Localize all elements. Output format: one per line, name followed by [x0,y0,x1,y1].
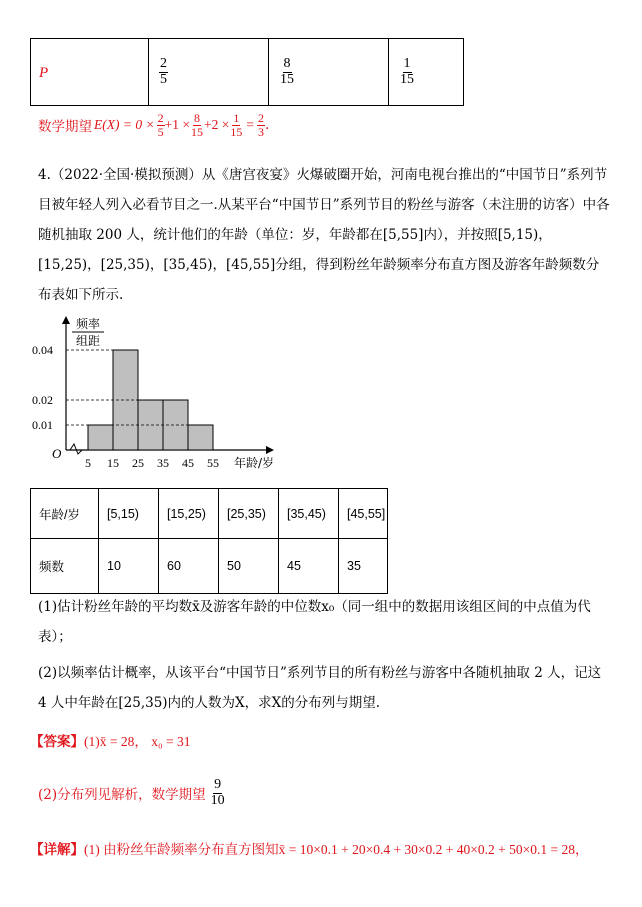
expectation-term-fraction: $\frac{8}{15}$ [190,111,203,139]
y-axis-label-numerator: 频率 [75,317,101,331]
freq-header-cell: [15,25) [159,489,219,539]
problem-number: 4. [38,167,51,183]
frequency-table [30,488,388,594]
distribution-table [30,38,464,106]
y-axis-arrow [62,316,70,324]
prob-label-cell [31,39,149,106]
freq-header-cell: 年龄/岁 [31,489,99,539]
y-tick-label: 0.02 [32,393,53,407]
expectation-plus: +1 × [164,117,190,133]
histogram-bar [188,425,213,450]
problem-text: 从《唐宫夜宴》火爆破圈开始，河南电视台推出的“中国节日”系列节目被年轻人列入必看节目之一.从某平台“中国节日”系列节目的粉丝与游客（未注册的访客）中各随机抽取 200 人，统计他们的年龄（单位：岁，年龄都在[5,55]内），并按照[5,15)，[15,25)，[25,35)，[35,45)，[45,55]分组，得到粉丝年龄频率分布直方图及游客年龄频数分布表如下所示. [38,167,610,303]
answer-line-2 [38,778,226,808]
freq-value-cell: 60 [159,539,219,594]
histogram-chart [30,312,290,472]
expectation-line [38,112,269,138]
answer-tag: 【答案】 [30,734,84,750]
prob-cell [149,39,269,106]
axis-break [70,444,82,454]
question-1: (1)估计粉丝年龄的平均数x̄及游客年龄的中位数x₀（同一组中的数据用该组区间的中点值为代表）； [38,599,591,645]
y-tick-label: 0.01 [32,418,53,432]
expectation-equals: = [246,117,254,133]
prob-cell [269,39,389,106]
expectation-result-fraction: $\frac{2}{3}$ [257,111,264,139]
freq-row-label: 频数 [31,539,99,594]
x-tick-label: 25 [132,456,144,470]
freq-header-cell: [5,15) [99,489,159,539]
freq-value-cell: 50 [219,539,279,594]
x-tick-label: 5 [85,456,91,470]
problem-source: （2022·全国·模拟预测） [50,167,202,183]
freq-value-cell: 10 [99,539,159,594]
freq-header-cell: [35,45) [279,489,339,539]
x-tick-label: 35 [157,456,169,470]
x-axis-arrow [266,446,274,454]
origin-label: O [52,446,62,461]
freq-value-cell: 35 [339,539,388,594]
detail-tag: 【详解】 [30,842,84,858]
answer-part-1: (1)x̄ = 28， x₀ = 31 [84,734,191,749]
prob-fraction: $\frac{2}{5}$ [160,55,167,87]
freq-header-cell: [45,55] [339,489,388,539]
expectation-period: . [264,117,270,134]
expectation-term-fraction: $\frac{1}{15}$ [230,111,243,139]
detail-line [30,838,630,858]
problem-statement [38,160,610,310]
answer-part-2: (2)分布列见解析，数学期望 [38,787,206,804]
expectation-term-fraction: $\frac{2}{5}$ [157,111,164,139]
expectation-expr: E(X) = 0 × [94,117,155,133]
detail-text: (1) 由粉丝年龄频率分布直方图知x̄ = 10×0.1 + 20×0.4 + 30×0.2 + 40×0.2 + 50×0.1 = 28， [84,842,589,857]
prob-cell [389,39,464,106]
expectation-plus: +2 × [203,117,230,133]
x-tick-label: 45 [182,456,194,470]
expectation-label: 数学期望 [38,119,92,136]
x-tick-label: 15 [107,456,119,470]
x-tick-label: 55 [207,456,219,470]
y-axis-label-denominator: 组距 [75,334,101,348]
question-2: (2)以频率估计概率，从该平台“中国节日”系列节目的所有粉丝与游客中各随机抽取 2 人，记这 4 人中年龄在[25,35)内的人数为X，求X的分布列与期望. [38,665,602,711]
answer-line-1 [30,730,191,750]
y-tick-label: 0.04 [32,343,53,357]
histogram-bar [88,425,113,450]
answer-expectation-fraction: $\frac{9}{10}$ [210,777,225,808]
prob-label: P [39,65,49,81]
prob-fraction: $\frac{8}{15}$ [280,55,294,87]
freq-value-cell: 45 [279,539,339,594]
x-axis-label: 年龄/岁 [234,456,275,470]
prob-fraction: $\frac{1}{15}$ [400,55,414,87]
freq-header-cell: [25,35) [219,489,279,539]
